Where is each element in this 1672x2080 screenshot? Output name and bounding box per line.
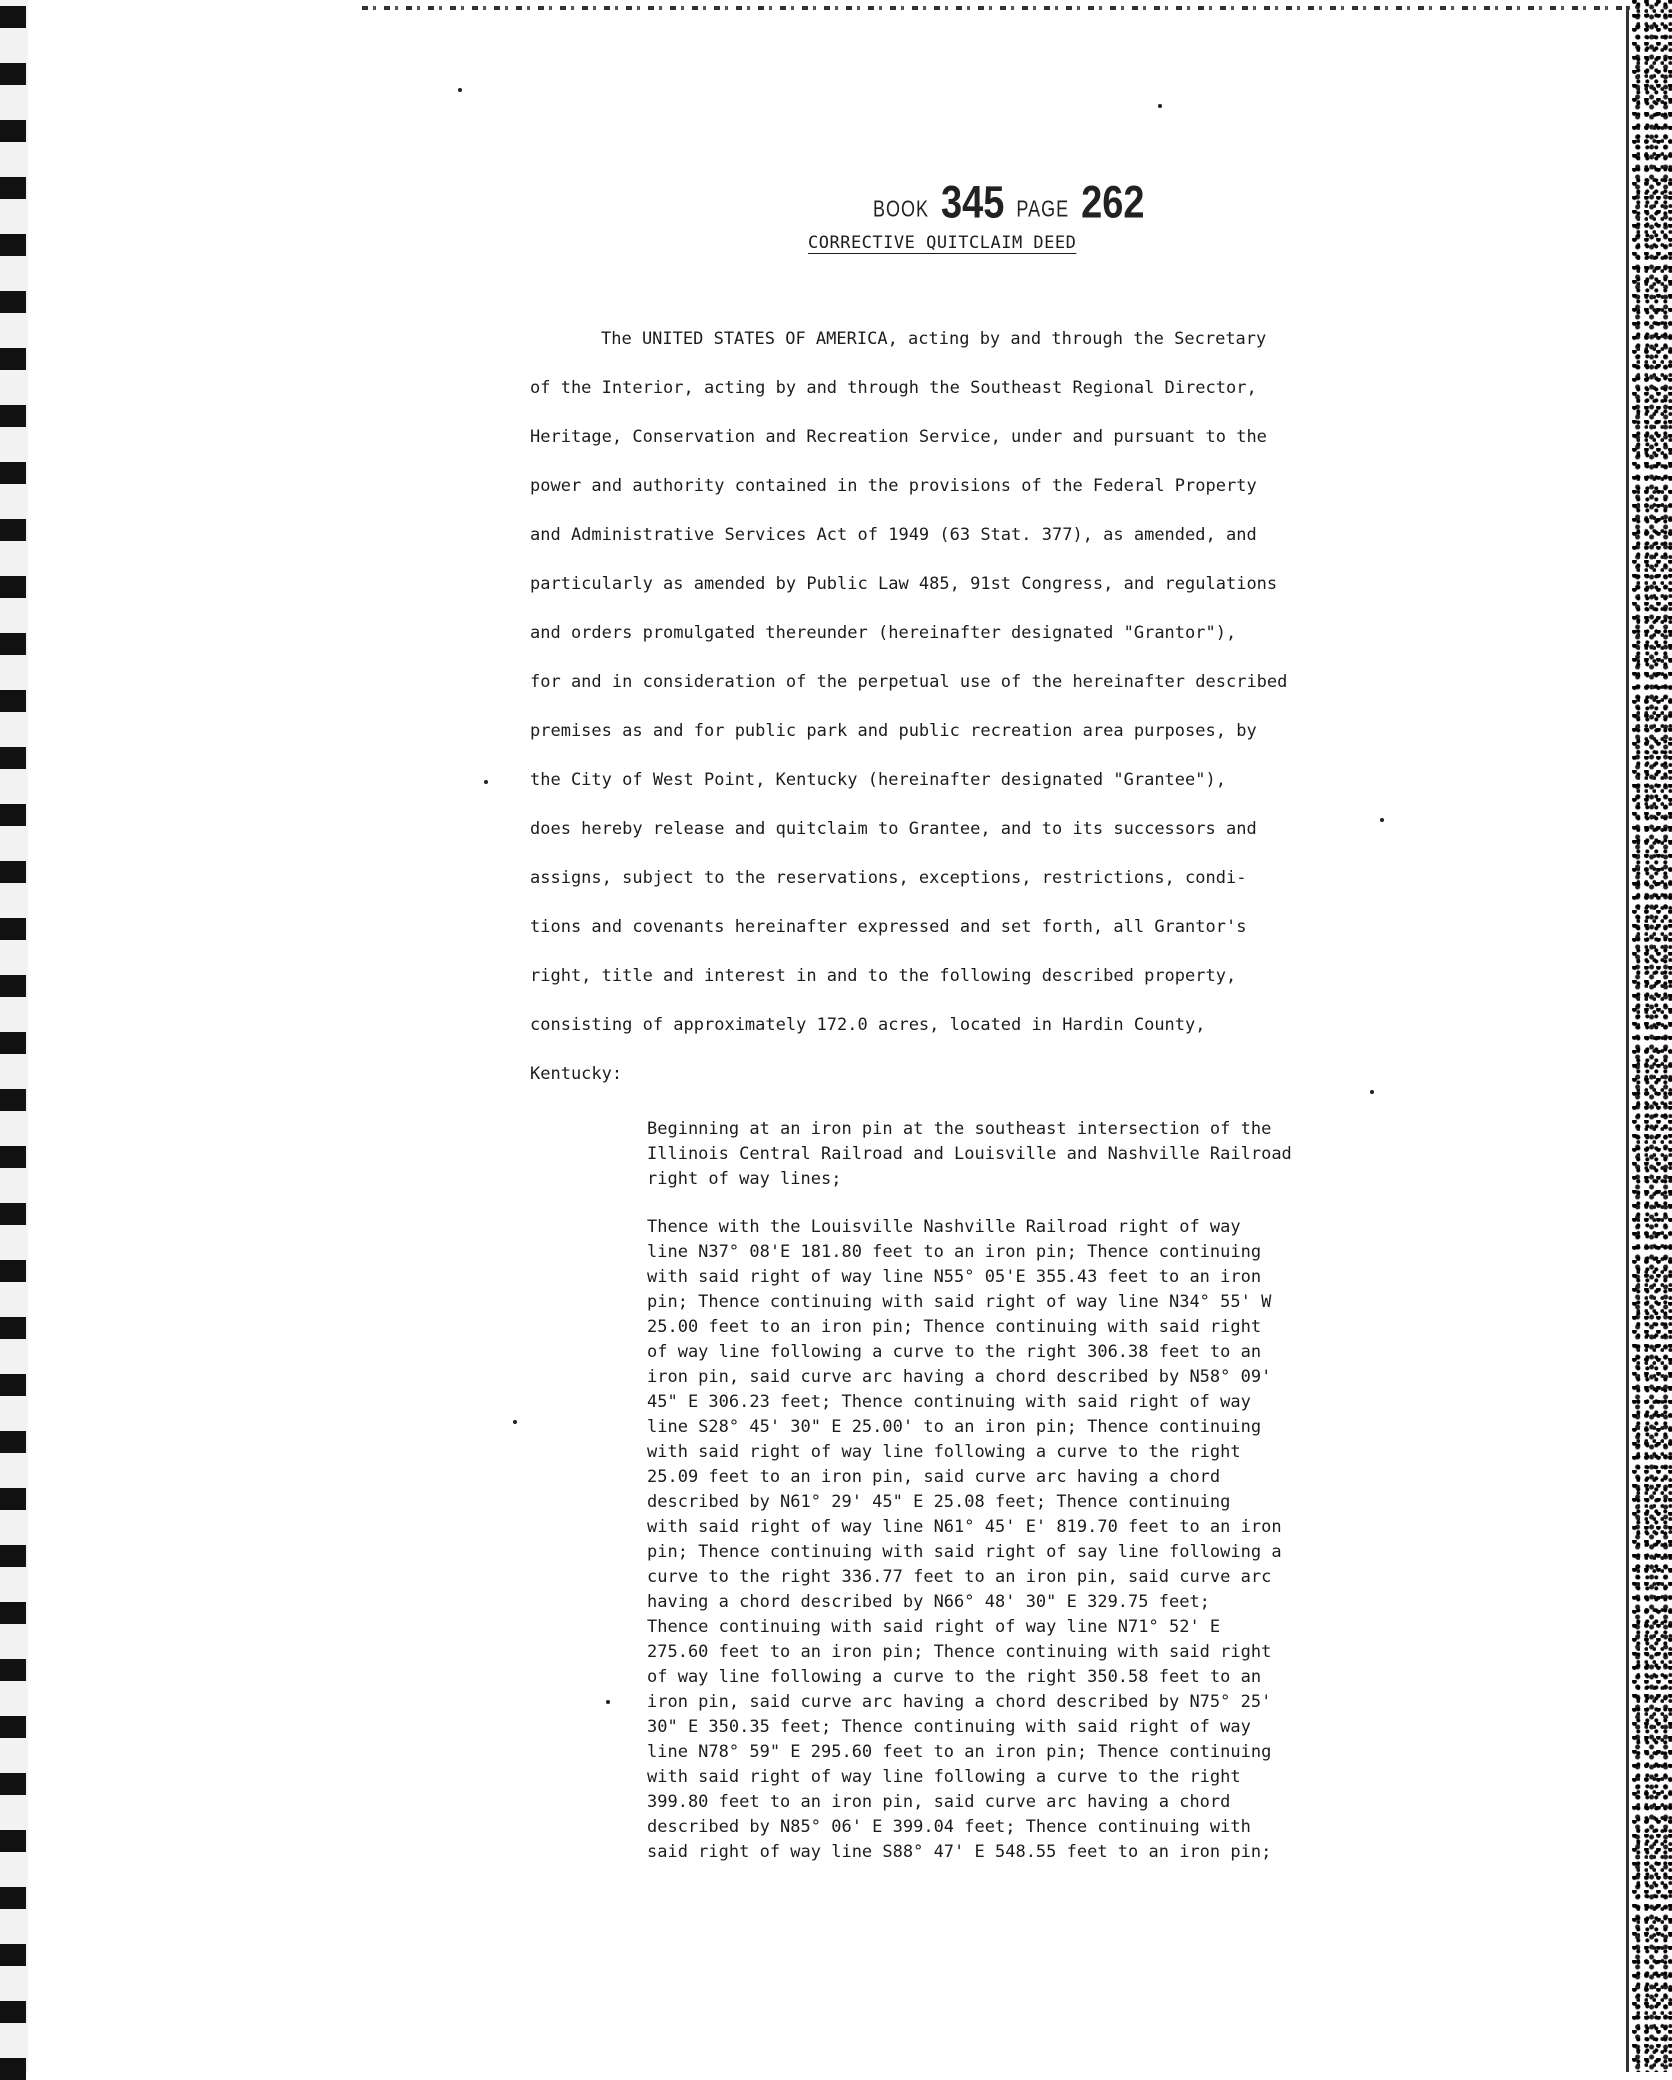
binding-ring: [0, 861, 26, 883]
spiral-binding: [0, 0, 28, 2072]
scan-speck: [513, 1420, 517, 1424]
page-right-edge: [1626, 6, 1629, 2072]
text-line: the City of West Point, Kentucky (hereinafter designated "Grantee"),: [530, 770, 1226, 790]
text-line: 30" E 350.35 feet; Thence continuing with said right of way: [647, 1717, 1251, 1737]
binding-ring: [0, 633, 26, 655]
binding-ring: [0, 1659, 26, 1681]
text-line: line N78° 59" E 295.60 feet to an iron pin; Thence continuing: [647, 1742, 1272, 1762]
text-line: of way line following a curve to the right 306.38 feet to an: [647, 1342, 1262, 1362]
binding-ring: [0, 1032, 26, 1054]
text-line: pin; Thence continuing with said right of way line N34° 55' W: [647, 1292, 1272, 1312]
text-line: having a chord described by N66° 48' 30" E 329.75 feet;: [647, 1592, 1210, 1612]
text-line: line N37° 08'E 181.80 feet to an iron pin; Thence continuing: [647, 1242, 1262, 1262]
binding-ring: [0, 1830, 26, 1852]
text-line: consisting of approximately 172.0 acres, located in Hardin County,: [530, 1015, 1206, 1035]
text-line: Illinois Central Railroad and Louisville and Nashville Railroad: [647, 1144, 1292, 1164]
text-line: right, title and interest in and to the following described property,: [530, 966, 1237, 986]
text-line: 25.09 feet to an iron pin, said curve arc having a chord: [647, 1467, 1221, 1487]
binding-ring: [0, 918, 26, 940]
book-label: BOOK: [873, 195, 930, 222]
text-line: described by N61° 29' 45" E 25.08 feet; Thence continuing: [647, 1492, 1231, 1512]
text-line: tions and covenants hereinafter expressed and set forth, all Grantor's: [530, 917, 1247, 937]
property-description-courses: [647, 1215, 1427, 1865]
binding-ring: [0, 519, 26, 541]
binding-ring: [0, 1431, 26, 1453]
binding-ring: [0, 348, 26, 370]
text-line: Kentucky:: [530, 1064, 623, 1084]
book-page-stamp: [873, 177, 1145, 229]
binding-ring: [0, 975, 26, 997]
binding-ring: [0, 234, 26, 256]
text-line: with said right of way line N61° 45' E' 819.70 feet to an iron: [647, 1517, 1282, 1537]
binding-ring: [0, 1260, 26, 1282]
text-line: for and in consideration of the perpetual use of the hereinafter described: [530, 672, 1288, 692]
text-line: assigns, subject to the reservations, exceptions, restrictions, condi-: [530, 868, 1247, 888]
text-line: Beginning at an iron pin at the southeast intersection of the: [647, 1119, 1272, 1139]
text-line: does hereby release and quitclaim to Grantee, and to its successors and: [530, 819, 1257, 839]
text-line: and Administrative Services Act of 1949 (63 Stat. 377), as amended, and: [530, 525, 1257, 545]
binding-ring: [0, 576, 26, 598]
text-line: Heritage, Conservation and Recreation Service, under and pursuant to the: [530, 427, 1267, 447]
binding-ring: [0, 1773, 26, 1795]
text-line: with said right of way line following a curve to the right: [647, 1767, 1241, 1787]
scan-speck: [1380, 818, 1384, 822]
binding-ring: [0, 63, 26, 85]
binding-ring: [0, 6, 26, 28]
binding-ring: [0, 1317, 26, 1339]
text-line: premises as and for public park and public recreation area purposes, by: [530, 721, 1257, 741]
text-line: line S28° 45' 30" E 25.00' to an iron pin; Thence continuing: [647, 1417, 1262, 1437]
page-top-edge: [362, 6, 1630, 10]
scan-speck: [458, 88, 462, 92]
binding-ring: [0, 1545, 26, 1567]
scan-speck: [484, 780, 488, 784]
scan-speck: [606, 1700, 610, 1704]
text-line: The UNITED STATES OF AMERICA, acting by and through the Secretary: [601, 329, 1267, 349]
binding-ring: [0, 405, 26, 427]
text-line: 45" E 306.23 feet; Thence continuing with said right of way: [647, 1392, 1251, 1412]
binding-ring: [0, 747, 26, 769]
text-line: iron pin, said curve arc having a chord described by N75° 25': [647, 1692, 1272, 1712]
text-line: 25.00 feet to an iron pin; Thence continuing with said right: [647, 1317, 1262, 1337]
binding-ring: [0, 1716, 26, 1738]
text-line: pin; Thence continuing with said right of say line following a: [647, 1542, 1282, 1562]
binding-ring: [0, 1374, 26, 1396]
binding-ring: [0, 2001, 26, 2023]
text-line: right of way lines;: [647, 1169, 842, 1189]
binding-ring: [0, 1944, 26, 1966]
binding-ring: [0, 1146, 26, 1168]
binding-ring: [0, 1203, 26, 1225]
property-description-beginning: [647, 1117, 1427, 1192]
text-line: with said right of way line following a curve to the right: [647, 1442, 1241, 1462]
binding-ring: [0, 690, 26, 712]
binding-ring: [0, 804, 26, 826]
text-line: Thence continuing with said right of way line N71° 52' E: [647, 1617, 1221, 1637]
scan-noise-margin: [1632, 0, 1672, 2072]
text-line: 275.60 feet to an iron pin; Thence continuing with said right: [647, 1642, 1272, 1662]
page-number: 262: [1081, 177, 1145, 229]
text-line: particularly as amended by Public Law 485, 91st Congress, and regulations: [530, 574, 1278, 594]
binding-ring: [0, 1488, 26, 1510]
text-line: curve to the right 336.77 feet to an iron pin, said curve arc: [647, 1567, 1272, 1587]
binding-ring: [0, 462, 26, 484]
text-line: of way line following a curve to the right 350.58 feet to an: [647, 1667, 1262, 1687]
text-line: and orders promulgated thereunder (hereinafter designated "Grantor"),: [530, 623, 1237, 643]
text-line: described by N85° 06' E 399.04 feet; Thence continuing with: [647, 1817, 1251, 1837]
page-label: PAGE: [1016, 195, 1070, 222]
text-line: said right of way line S88° 47' E 548.55 feet to an iron pin;: [647, 1842, 1272, 1862]
binding-ring: [0, 1089, 26, 1111]
binding-ring: [0, 2058, 26, 2080]
text-line: with said right of way line N55° 05'E 355.43 feet to an iron: [647, 1267, 1262, 1287]
scan-speck: [1158, 104, 1162, 108]
binding-ring: [0, 1887, 26, 1909]
document-title: CORRECTIVE QUITCLAIM DEED: [808, 233, 1077, 253]
scan-speck: [1370, 1090, 1374, 1094]
text-line: iron pin, said curve arc having a chord described by N58° 09': [647, 1367, 1272, 1387]
grant-paragraph: [530, 328, 1530, 1112]
binding-ring: [0, 291, 26, 313]
book-number: 345: [941, 177, 1005, 229]
binding-ring: [0, 120, 26, 142]
binding-ring: [0, 1602, 26, 1624]
text-line: of the Interior, acting by and through the Southeast Regional Director,: [530, 378, 1257, 398]
text-line: 399.80 feet to an iron pin, said curve arc having a chord: [647, 1792, 1231, 1812]
text-line: power and authority contained in the provisions of the Federal Property: [530, 476, 1257, 496]
binding-ring: [0, 177, 26, 199]
text-line: Thence with the Louisville Nashville Railroad right of way: [647, 1217, 1241, 1237]
